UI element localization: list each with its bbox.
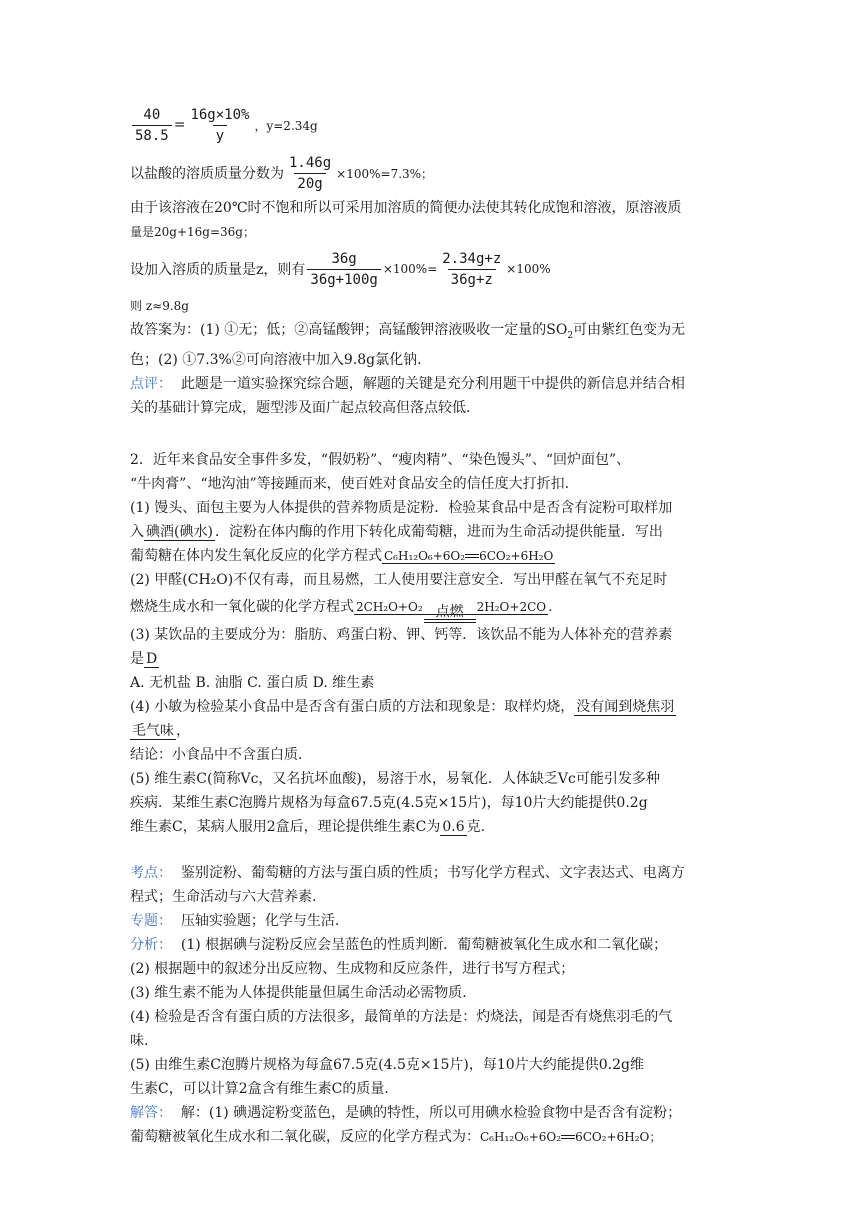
text: 克. xyxy=(466,818,486,835)
fenxi-line xyxy=(130,933,740,957)
paragraph-line: 量是20g+16g=36g； xyxy=(130,225,255,239)
paragraph-line: 则 z≈9.8g xyxy=(130,299,189,313)
text: 设加入溶质的质量是z，则有 xyxy=(130,262,306,278)
numerator: 2.34g+z xyxy=(442,250,502,267)
question-line: 疾病．某维生素C泡腾片规格为每盒67.5克(4.5克×15片)，每10片大约能提供0.2g xyxy=(130,794,648,811)
equals-sign xyxy=(561,1135,575,1139)
kaodian-line: 程式；生命活动与六大营养素. xyxy=(130,888,317,905)
numerator: 40 xyxy=(143,106,161,123)
question-line xyxy=(130,520,740,544)
text: ， xyxy=(176,722,190,739)
text: 此题是一道实验探究综合题，解题的关键是充分利用题干中提供的新信息并结合相 xyxy=(180,375,685,392)
question-line: (1) 馒头、面包主要为人体提供的营养物质是淀粉．检验某食品中是否含有淀粉可取样加 xyxy=(130,499,673,516)
zhuanti-label: 专题： xyxy=(130,912,172,929)
jieda-line xyxy=(130,1125,740,1149)
answer-blank xyxy=(382,549,555,564)
text: ．淀粉在体内酶的作用下转化成葡萄糖，进而为生命活动提供能量．写出 xyxy=(214,523,663,540)
question-stem: 2．近年来食品安全事件多发，“假奶粉”、“瘦肉精”、“染色馒头”、“回炉面包”、 xyxy=(130,451,631,468)
text: . xyxy=(548,598,553,615)
text: 葡萄糖在体内发生氧化反应的化学方程式 xyxy=(130,547,382,564)
denominator: 36g+100g xyxy=(307,269,380,290)
denominator: 20g xyxy=(294,173,325,194)
question-line xyxy=(130,647,740,671)
text: 燃烧生成水和一氧化碳的化学方程式 xyxy=(130,598,354,615)
text: 鉴别淀粉、葡萄糖的方法与蛋白质的性质；书写化学方程式、文字表达式、电离方 xyxy=(180,864,685,881)
text: 2H₂O+2CO xyxy=(476,599,547,614)
document-page xyxy=(130,100,740,1149)
question-stem: “牛肉膏”、“地沟油”等接踵而来，使百姓对食品安全的信任度大打折扣. xyxy=(130,475,570,492)
equals-sign: = xyxy=(173,117,186,133)
fraction xyxy=(439,249,504,290)
result-y: ，y=2.34g xyxy=(254,118,318,133)
fenxi-line: (4) 检验是否含有蛋白质的方法很多，最简单的方法是：灼烧法，闻是否有烧焦羽毛的气 xyxy=(130,1008,673,1025)
fenxi-line: 生素C，可以计算2盒含有维生素C的质量. xyxy=(130,1080,389,1097)
answer-blank: 没有闻到烧焦羽 xyxy=(576,698,675,715)
zhuanti-line xyxy=(130,909,740,933)
answer-blank: 碘酒(碘水) xyxy=(146,523,213,540)
review-line: 关的基础计算完成，题型涉及面广起点较高但落点较低. xyxy=(130,399,471,416)
text: ×100%= xyxy=(382,262,438,276)
denominator: 58.5 xyxy=(132,125,172,146)
question-line: (3) 某饮品的主要成分为：脂肪、鸡蛋白粉、钾、钙等．该饮品不能为人体补充的营养素 xyxy=(130,626,673,643)
fraction xyxy=(307,249,380,290)
numerator: 36g xyxy=(331,250,357,267)
text: 2CH₂O+O₂ xyxy=(356,599,423,614)
fenxi-label: 分析： xyxy=(130,936,172,953)
question-line: (2) 甲醛(CH₂O)不仅有毒，而且易燃，工人使用要注意安全．写出甲醛在氧气不充足时 xyxy=(130,571,668,588)
text: ×100% xyxy=(506,262,551,276)
review-line xyxy=(130,372,740,396)
paragraph-line: 由于该溶液在20℃时不饱和所以可采用加溶质的简便办法使其转化成饱和溶液，原溶液质 xyxy=(130,200,682,216)
text: C₆H₁₂O₆+6O₂ xyxy=(384,548,466,563)
answer-blank: D xyxy=(146,650,158,667)
jieda-line xyxy=(130,1101,740,1125)
text: 葡萄糖被氧化生成水和二氧化碳，反应的化学方程式为： xyxy=(130,1128,480,1145)
question-line: (5) 维生素C(简称Vc，又名抗坏血酸)，易溶于水，易氧化．人体缺乏Vc可能引发多种 xyxy=(130,770,660,787)
text: ×100%=7.3%； xyxy=(336,166,434,181)
fenxi-line: (5) 由维生素C泡腾片规格为每盒67.5克(4.5克×15片)，每10片大约能提供0.2g维 xyxy=(130,1056,644,1073)
text: 6CO₂+6H₂O； xyxy=(575,1129,662,1144)
reaction-condition: 点燃 xyxy=(435,603,464,620)
text: 可由紫红色变为无 xyxy=(573,322,686,338)
question-line: 结论：小食品中不含蛋白质. xyxy=(130,746,303,763)
review-label: 点评： xyxy=(130,375,172,392)
fraction xyxy=(132,105,172,146)
kaodian-line xyxy=(130,861,740,885)
text: 是 xyxy=(130,650,144,667)
denominator: y xyxy=(213,125,227,146)
text: 6CO₂+6H₂O xyxy=(479,548,554,563)
answer-line: 色；(2) ①7.3%②可向溶液中加入9.8g氯化钠. xyxy=(130,351,422,368)
text: 维生素C，某病人服用2盒后，理论提供维生素C为 xyxy=(130,818,441,835)
kaodian-label: 考点： xyxy=(130,864,172,881)
question-line xyxy=(130,719,740,743)
answer-line xyxy=(130,318,740,348)
fraction xyxy=(187,105,252,146)
equation-hcl xyxy=(130,150,740,196)
equation-z xyxy=(130,244,740,294)
text: 以盐酸的溶质质量分数为 xyxy=(130,166,284,182)
question-line xyxy=(130,815,740,839)
answer-blank xyxy=(354,599,548,620)
denominator: 36g+z xyxy=(448,269,496,290)
equation-ratio xyxy=(130,100,740,150)
fenxi-line: 味. xyxy=(130,1032,149,1049)
text: 入 xyxy=(130,523,144,540)
text: 压轴实验题；化学与生活. xyxy=(180,912,340,929)
question-line xyxy=(130,592,740,623)
answer-blank: 毛气味 xyxy=(132,722,174,739)
reaction-arrow xyxy=(424,605,476,623)
question-line xyxy=(130,544,740,568)
answer-blank: 0.6 xyxy=(442,818,465,835)
question-line xyxy=(130,695,740,719)
subscript: 2 xyxy=(567,330,574,341)
text: 解：(1) 碘遇淀粉变蓝色，是碘的特性，所以可用碘水检验食物中是否含有淀粉； xyxy=(180,1104,682,1121)
fenxi-line: (3) 维生素不能为人体提供能量但属生命活动必需物质. xyxy=(130,984,467,1001)
fenxi-line: (2) 根据题中的叙述分出反应物、生成物和反应条件，进行书写方程式； xyxy=(130,960,575,977)
jieda-label: 解答： xyxy=(130,1104,172,1121)
text: (4) 小敏为检验某小食品中是否含有蛋白质的方法和现象是：取样灼烧， xyxy=(130,698,575,715)
fraction xyxy=(286,153,334,194)
numerator: 16g×10% xyxy=(190,106,250,123)
options-line: A. 无机盐 B. 油脂 C. 蛋白质 D. 维生素 xyxy=(130,674,375,691)
text: C₆H₁₂O₆+6O₂ xyxy=(480,1129,562,1144)
equals-sign xyxy=(465,554,479,558)
text: 故答案为：(1) ①无；低；②高锰酸钾；高锰酸钾溶液吸收一定量的SO xyxy=(130,322,568,338)
text: (1) 根据碘与淀粉反应会呈蓝色的性质判断．葡萄糖被氧化生成水和二氧化碳； xyxy=(180,936,668,953)
numerator: 1.46g xyxy=(289,154,332,171)
